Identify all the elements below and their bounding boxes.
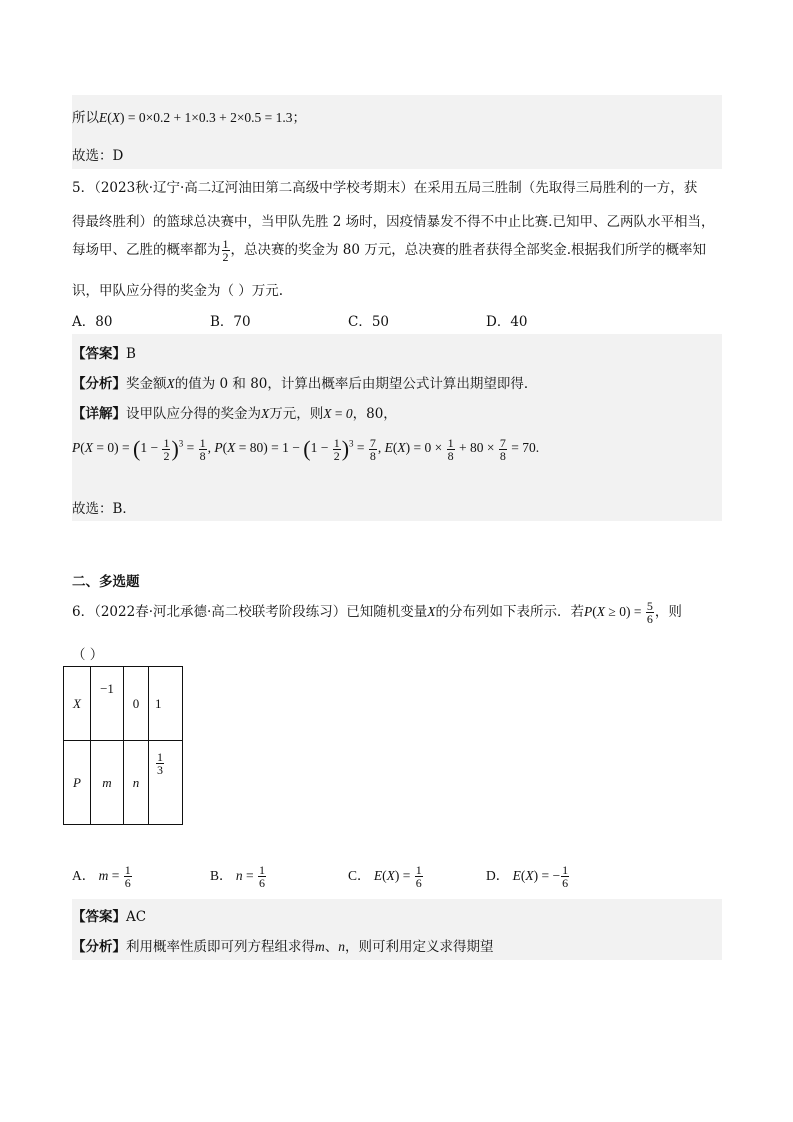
q6-condition: P(X ≥ 0) = $\frac{5}{6}$ [584,599,653,627]
table-cell: X [64,667,91,741]
table-cell: m [91,741,124,825]
q5-detail: 【详解】设甲队应分得的奖金为X万元，则X = 0，80， [72,406,397,422]
table-cell [149,741,183,825]
prev-choice: 故选：D [72,148,124,164]
q5-final-choice: 故选：B． [72,501,136,517]
q5-option-a: A．80 [72,314,113,330]
q6-answer: 【答案】AC [72,909,147,925]
distribution-table [63,666,183,825]
q6-paren: （ ） [72,647,104,663]
q6-option-a: A． m = $\frac{1}{6}$ [72,863,131,891]
prev-conclusion: 所以E(X) = 0×0.2 + 1×0.3 + 2×0.5 = 1.3； [72,110,307,126]
q5-option-b: B．70 [210,314,251,330]
q6-option-b: B． n = $\frac{1}{6}$ [210,863,266,891]
table-cell: P [64,741,91,825]
q6-option-d: D． E(X) = − $\frac{1}{6}$ [486,863,569,891]
q6-analysis: 【分析】利用概率性质即可列方程组求得m、n，则可利用定义求得期望 [72,939,494,955]
table-row [64,741,183,825]
q5-stem-line2: 得最终胜利）的篮球总决赛中，当甲队先胜 2 场时，因疫情暴发不得不中止比赛.已知甲、乙两队水平相当， [72,214,715,230]
table-cell: 1 [149,667,183,741]
prev-conclusion-formula: E(X) = 0×0.2 + 1×0.3 + 2×0.5 = 1.3 [99,110,293,125]
q5-probability-formula: P(X = 0) = (1 − $\frac{1}{2}$ )$^3$ = $\frac{1}{8}$ , P(X = 80) = 1 − (1 − $\frac{1}{2}$ )$^3$ = $\frac{7}{8}$ , E(X) = 0 × $\frac{1}{8}$ + 80 × $\frac{7}{8}$ = 70. [72,435,540,463]
q5-stem-line1: 5．（2023秋·辽宁·高二辽河油田第二高级中学校考期末）在采用五局三胜制（先取得三局胜利的一方，获 [72,180,698,196]
one-third-fraction: $\frac{1}{3}$ [157,750,163,777]
q5-option-c: C．50 [348,314,390,330]
q5-solution-block [72,334,722,521]
table-row [64,667,183,741]
table-cell: 0 [124,667,149,741]
q5-option-d: D．40 [486,314,528,330]
q6-option-c: C． E(X) = $\frac{1}{6}$ [348,863,422,891]
section-title: 二、多选题 [72,574,140,590]
table-cell: n [124,741,149,825]
q5-stem-line4: 识，甲队应分得的奖金为（ ）万元. [72,283,284,299]
table-cell: −1 [91,667,124,741]
q5-answer: 【答案】B [72,346,136,362]
q6-stem: 6．（2022春·河北承德·高二校联考阶段练习）已知随机变量X的分布列如下表所示．若P(X ≥ 0) = $\frac{5}{6}$ ，则 [72,599,682,627]
half-fraction: $\frac{1}{2}$ [222,237,229,264]
q5-analysis: 【分析】奖金额X的值为 0 和 80，计算出概率后由期望公式计算出期望即得． [72,376,538,392]
q5-stem-line3: 每场甲、乙胜的概率都为 $\frac{1}{2}$ ，总决赛的奖金为 80 万元，总决赛的胜者获得全部奖金.根据我们所学的概率知 [72,237,707,264]
